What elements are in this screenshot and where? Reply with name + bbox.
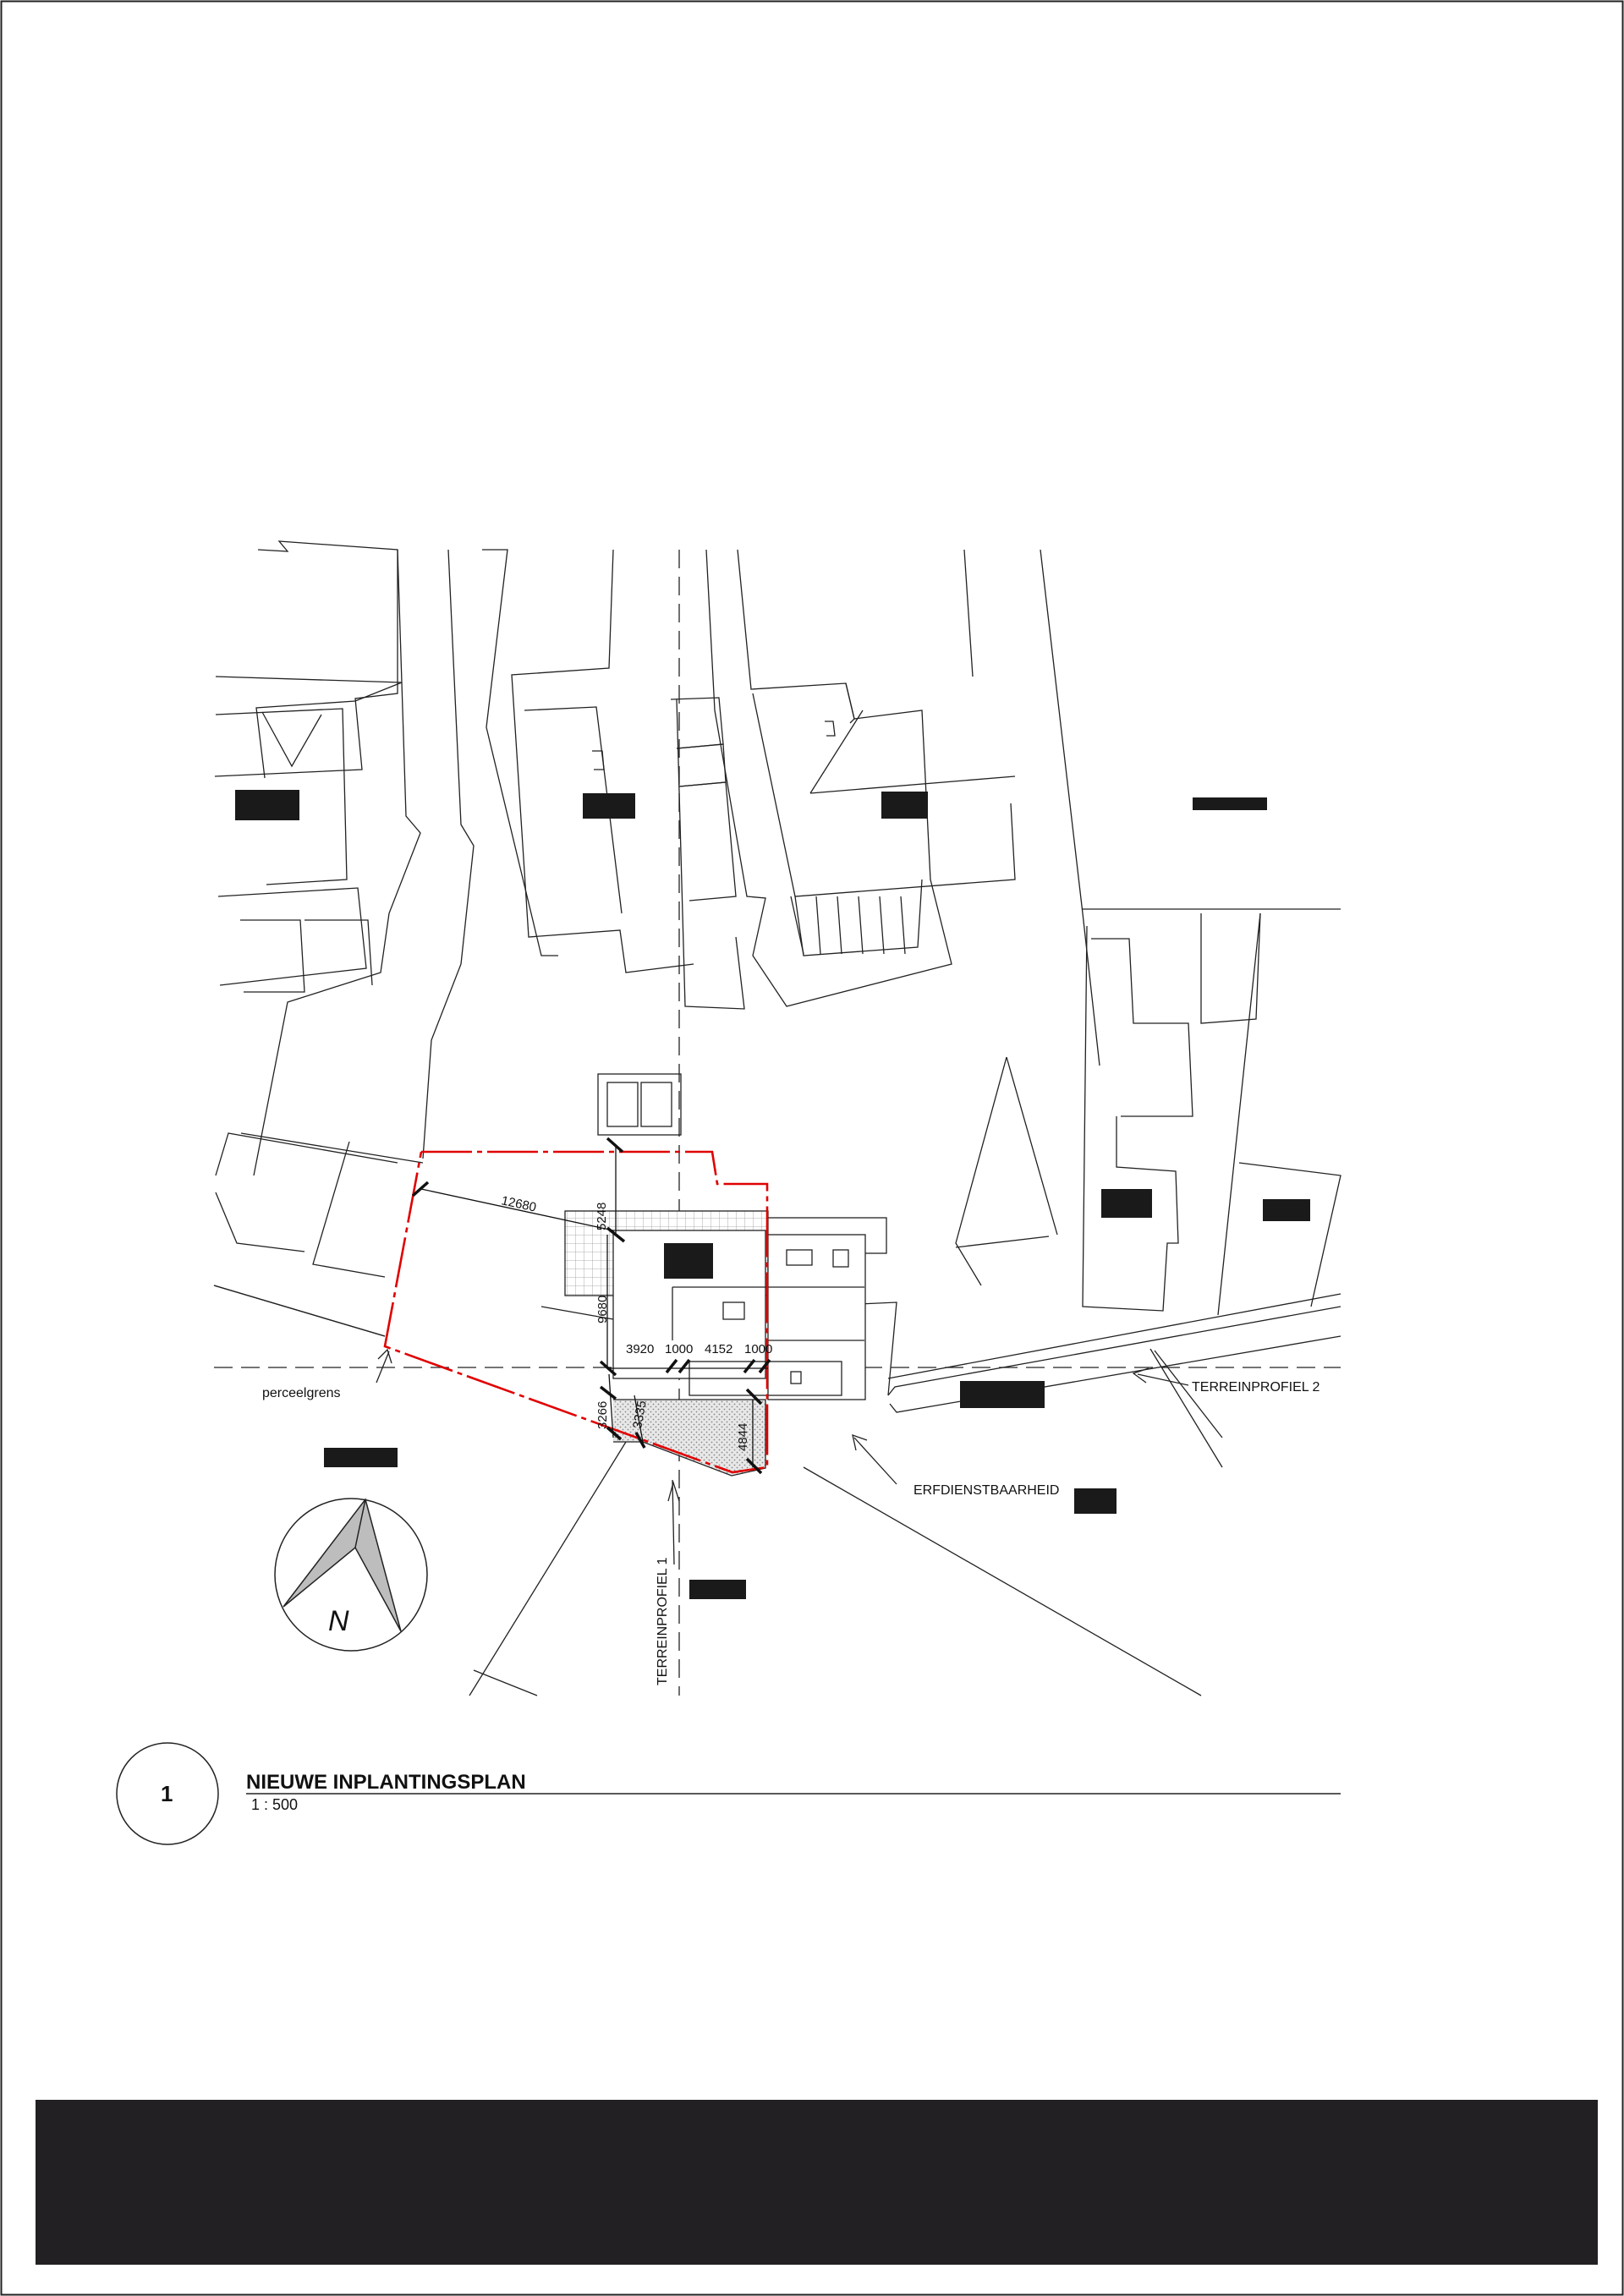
label-terreinprofiel-1: TERREINPROFIEL 1 xyxy=(656,1557,670,1685)
label-terreinprofiel-2: TERREINPROFIEL 2 xyxy=(1192,1380,1320,1395)
redactions xyxy=(235,790,1310,1599)
label-erfdienstbaarheid: ERFDIENSTBAARHEID xyxy=(914,1483,1060,1498)
dim-3266: 3266 xyxy=(595,1400,610,1429)
drawing-title-block xyxy=(117,1743,1341,1844)
dim-3335: 3335 xyxy=(630,1399,650,1430)
label-perceelgrens: perceelgrens xyxy=(262,1386,341,1400)
sheet-border xyxy=(2,2,1623,2295)
dim-12680: 12680 xyxy=(500,1193,538,1215)
dim-3920: 3920 xyxy=(626,1342,655,1356)
annotation-labels xyxy=(262,1380,1320,1685)
north-arrow xyxy=(275,1499,427,1651)
dim-1000-right: 1000 xyxy=(744,1342,773,1356)
footer-band xyxy=(36,2100,1598,2265)
drawing-scale: 1 : 500 xyxy=(251,1796,299,1813)
dim-5248: 5248 xyxy=(595,1202,609,1230)
dim-4844: 4844 xyxy=(736,1422,750,1451)
dim-4152: 4152 xyxy=(705,1342,733,1356)
drawing-title: NIEUWE INPLANTINGSPLAN xyxy=(246,1771,526,1794)
dim-1000-left: 1000 xyxy=(665,1342,694,1356)
north-label: N xyxy=(328,1605,349,1637)
drawing-number: 1 xyxy=(161,1781,173,1806)
dim-9680: 9680 xyxy=(595,1295,610,1323)
